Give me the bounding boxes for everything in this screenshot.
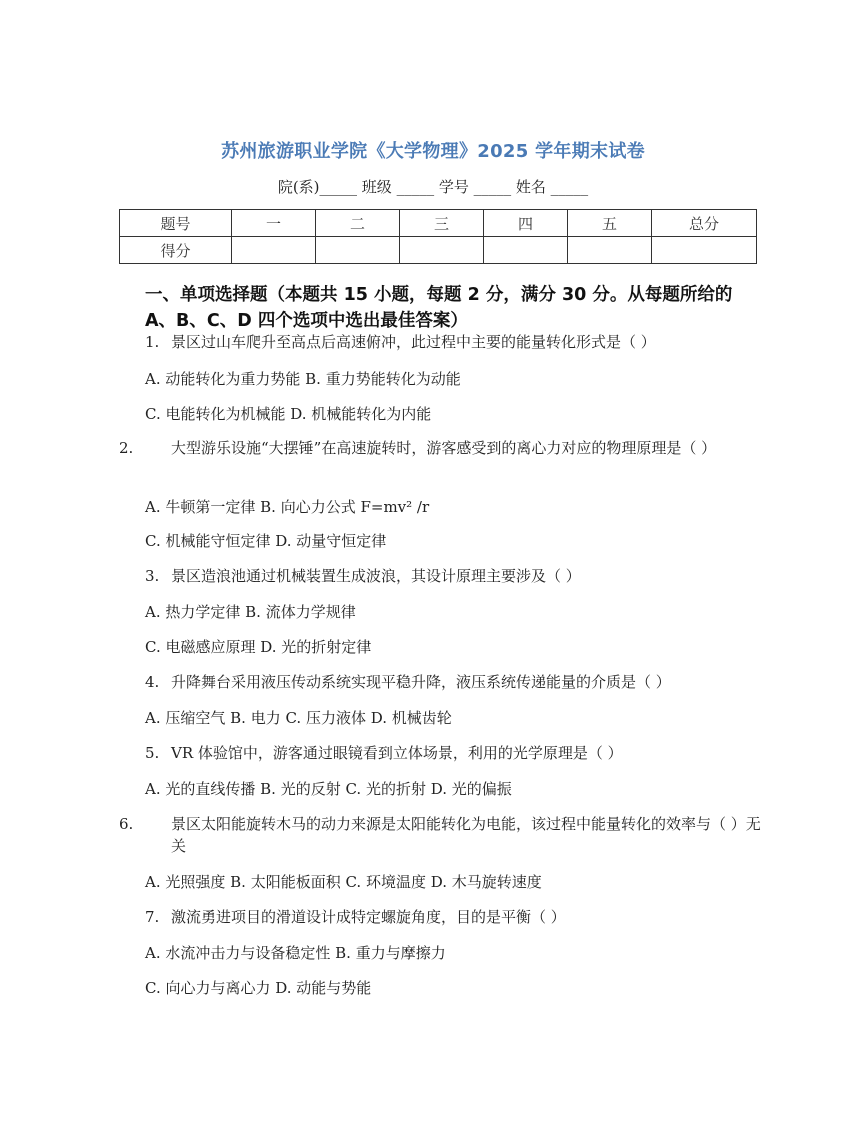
question-text: 景区太阳能旋转木马的动力来源是太阳能转化为电能，该过程中能量转化的效率与（ ）无关 bbox=[171, 815, 761, 855]
score-table bbox=[119, 209, 757, 264]
question-6 bbox=[119, 813, 766, 857]
question-3-options-line-2: C. 电磁感应原理 D. 光的折射定律 bbox=[145, 638, 372, 656]
question-number: 3. bbox=[145, 567, 160, 585]
section-heading: 一、单项选择题（本题共 15 小题，每题 2 分，满分 30 分。从每题所给的 A、B、C、D 四个选项中选出最佳答案） bbox=[145, 285, 733, 331]
student-info-line: 院(系)_____ 班级 _____ 学号 _____ 姓名 _____ bbox=[277, 178, 589, 196]
question-text: 景区造浪池通过机械装置生成波浪，其设计原理主要涉及（ ） bbox=[171, 567, 581, 585]
question-7-options-line-2: C. 向心力与离心力 D. 动能与势能 bbox=[145, 979, 372, 997]
question-1-options-line-2: C. 电能转化为机械能 D. 机械能转化为内能 bbox=[145, 405, 432, 423]
question-2 bbox=[119, 437, 766, 459]
question-text: 激流勇进项目的滑道设计成特定螺旋角度，目的是平衡（ ） bbox=[171, 908, 566, 926]
question-number: 7. bbox=[145, 908, 160, 926]
question-text: 大型游乐设施“大摆锤”在高速旋转时，游客感受到的离心力对应的物理原理是（ ） bbox=[171, 439, 717, 457]
score-cell bbox=[400, 237, 484, 264]
question-3 bbox=[145, 565, 740, 587]
score-cell bbox=[652, 237, 757, 264]
question-5 bbox=[145, 742, 740, 764]
score-table-header-row bbox=[120, 210, 757, 237]
score-row-label: 得分 bbox=[120, 237, 232, 264]
question-number: 1. bbox=[145, 333, 160, 351]
question-1-options-line-1: A. 动能转化为重力势能 B. 重力势能转化为动能 bbox=[145, 370, 461, 388]
question-number: 2. bbox=[119, 439, 134, 457]
question-2-options-line-2: C. 机械能守恒定律 D. 动量守恒定律 bbox=[145, 532, 387, 550]
question-number: 5. bbox=[145, 744, 160, 762]
question-number: 4. bbox=[145, 673, 160, 691]
score-header-cell: 题号 bbox=[120, 210, 232, 237]
score-table-score-row bbox=[120, 237, 757, 264]
question-3-options-line-1: A. 热力学定律 B. 流体力学规律 bbox=[145, 603, 356, 621]
score-header-cell: 总分 bbox=[652, 210, 757, 237]
question-5-options: A. 光的直线传播 B. 光的反射 C. 光的折射 D. 光的偏振 bbox=[145, 780, 512, 798]
question-6-options: A. 光照强度 B. 太阳能板面积 C. 环境温度 D. 木马旋转速度 bbox=[145, 873, 542, 891]
score-header-cell: 一 bbox=[232, 210, 316, 237]
question-text: VR 体验馆中，游客通过眼镜看到立体场景，利用的光学原理是（ ） bbox=[171, 744, 623, 762]
question-number: 6. bbox=[119, 815, 134, 833]
score-cell bbox=[484, 237, 568, 264]
question-4 bbox=[145, 671, 740, 693]
question-2-options-line-1: A. 牛顿第一定律 B. 向心力公式 F=mv² /r bbox=[145, 498, 430, 516]
score-cell bbox=[232, 237, 316, 264]
score-header-cell: 三 bbox=[400, 210, 484, 237]
question-1 bbox=[145, 331, 740, 353]
question-text: 景区过山车爬升至高点后高速俯冲，此过程中主要的能量转化形式是（ ） bbox=[171, 333, 656, 351]
question-4-options: A. 压缩空气 B. 电力 C. 压力液体 D. 机械齿轮 bbox=[145, 709, 452, 727]
score-header-cell: 二 bbox=[316, 210, 400, 237]
exam-title: 苏州旅游职业学院《大学物理》2025 学年期末试卷 bbox=[221, 141, 645, 162]
question-7-options-line-1: A. 水流冲击力与设备稳定性 B. 重力与摩擦力 bbox=[145, 944, 446, 962]
question-7 bbox=[145, 906, 740, 928]
question-text: 升降舞台采用液压传动系统实现平稳升降，液压系统传递能量的介质是（ ） bbox=[171, 673, 671, 691]
score-header-cell: 四 bbox=[484, 210, 568, 237]
score-header-cell: 五 bbox=[568, 210, 652, 237]
score-cell bbox=[568, 237, 652, 264]
score-cell bbox=[316, 237, 400, 264]
